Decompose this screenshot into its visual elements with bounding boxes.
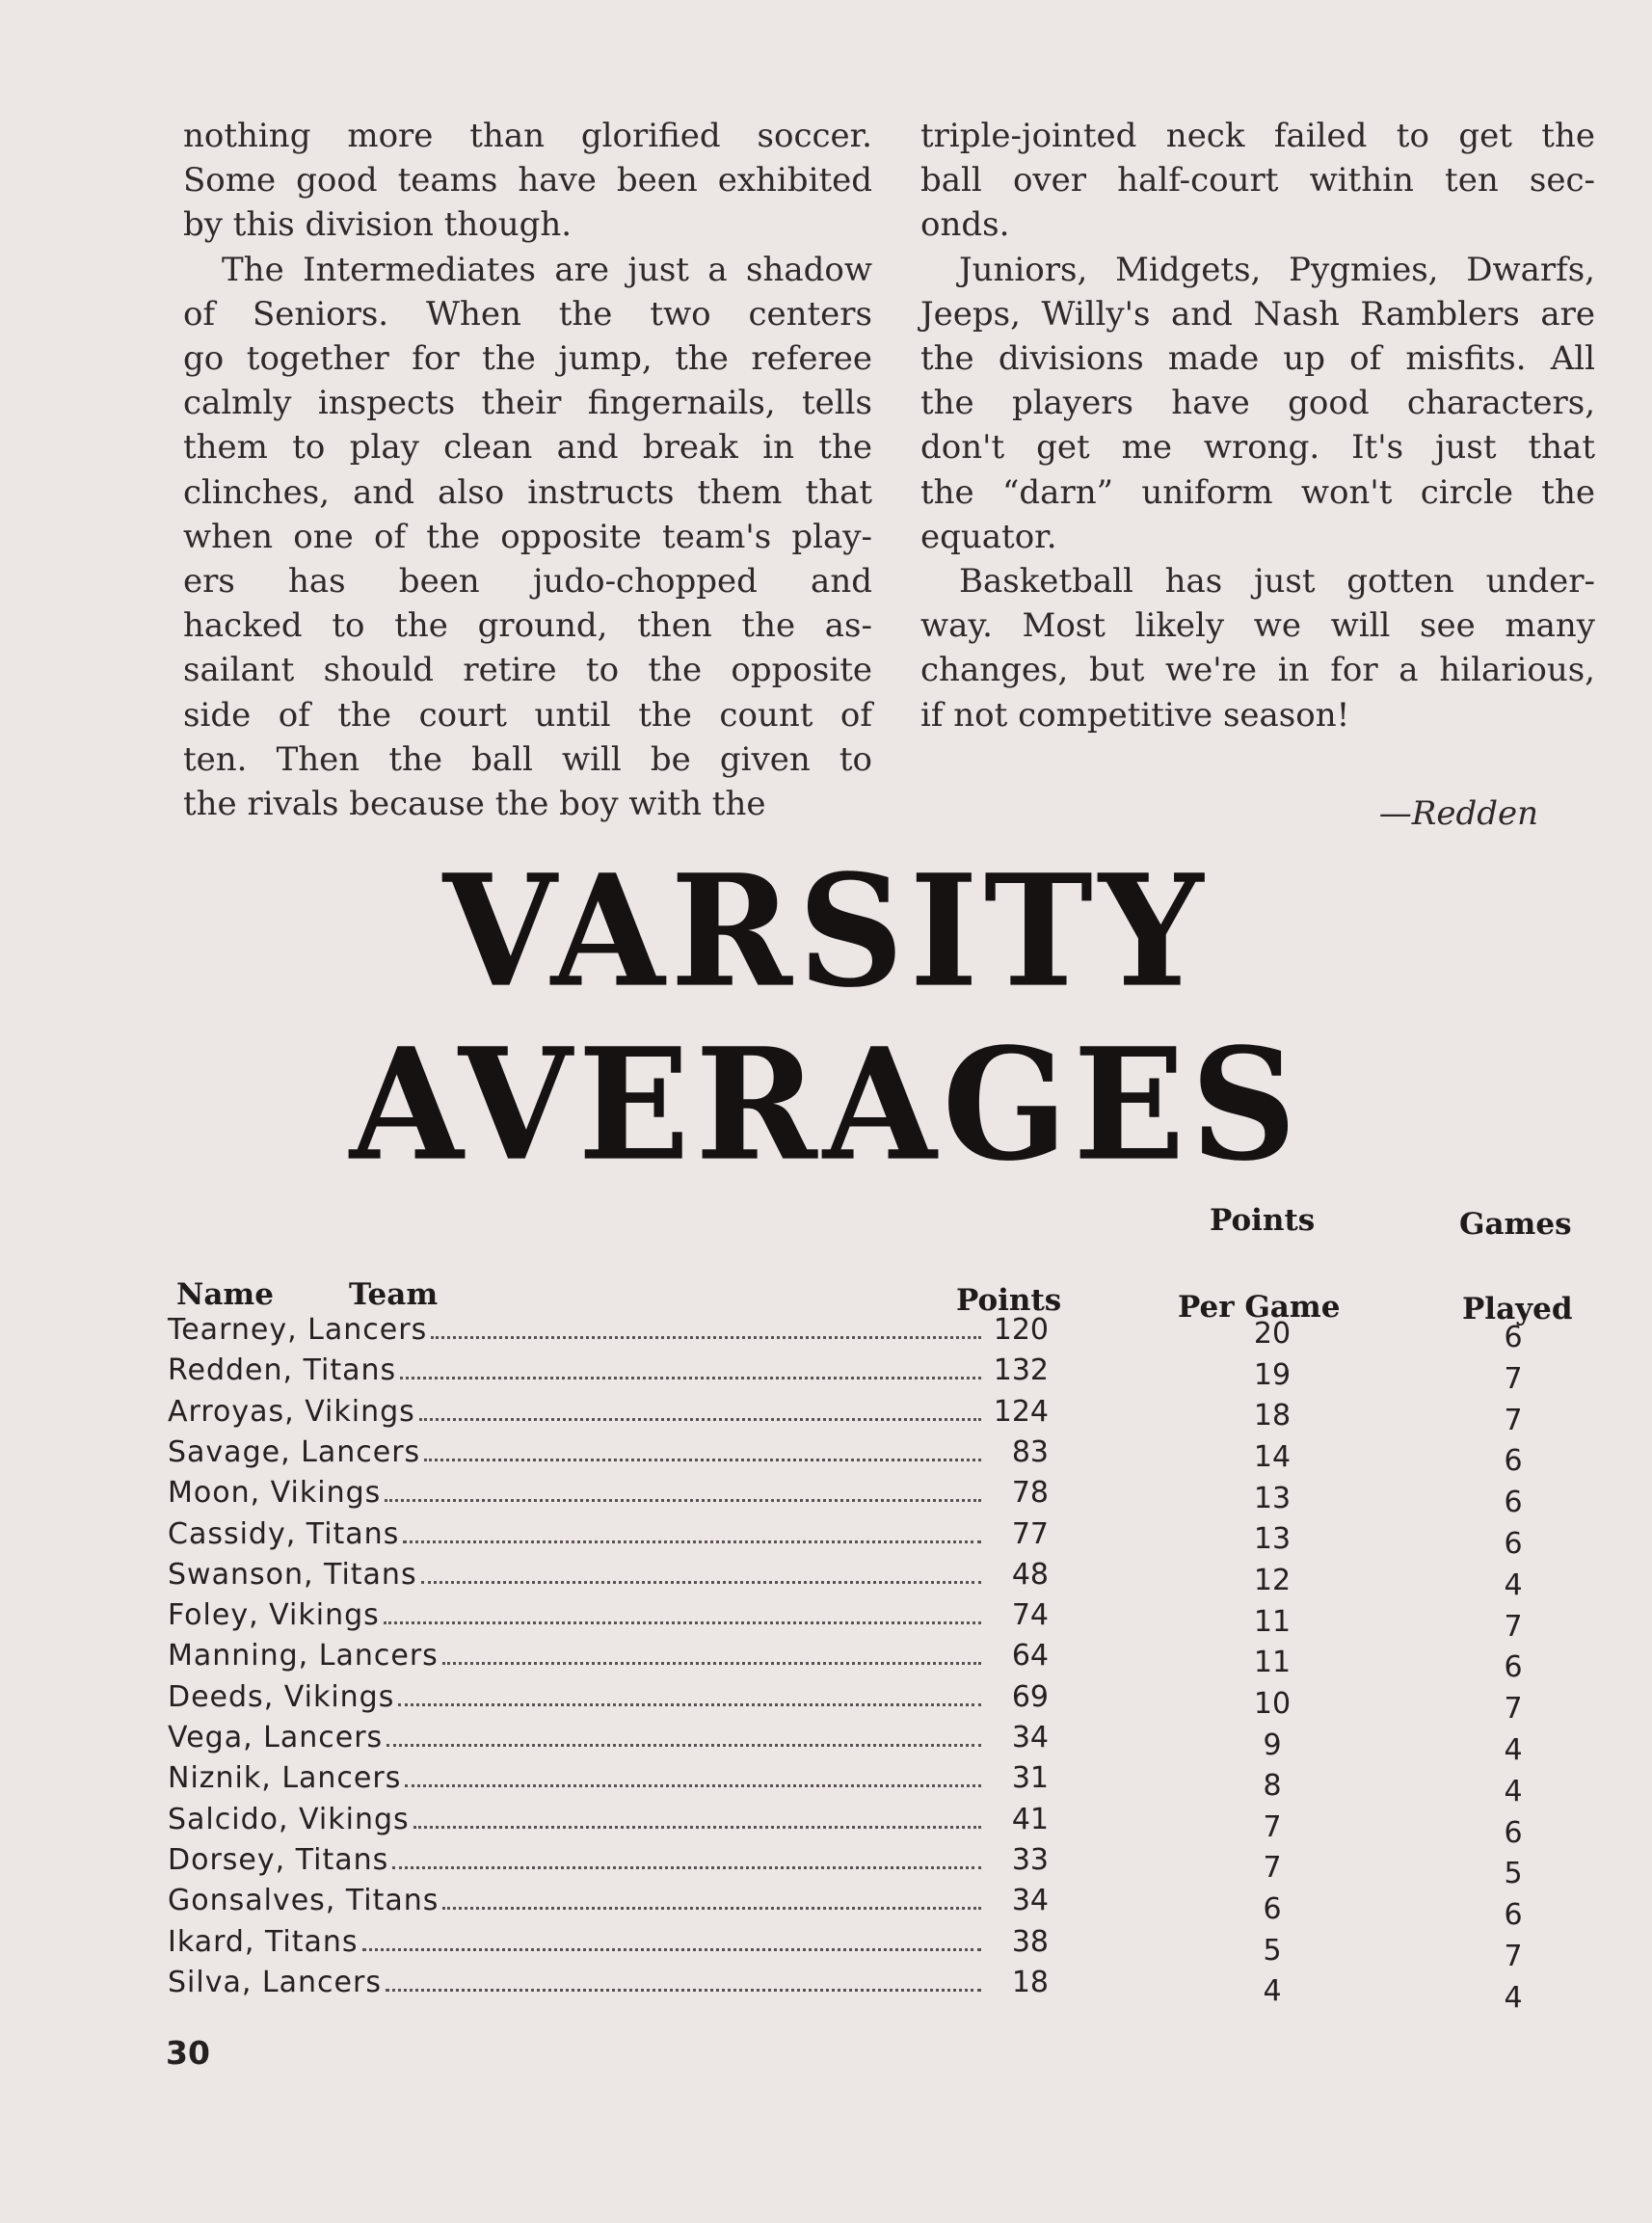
player-name-team — [168, 1721, 985, 1754]
points-per-game-cell: 9 — [1263, 1728, 1282, 1762]
dot-leader — [386, 1988, 981, 1992]
points-per-game-cell: 10 — [1253, 1686, 1292, 1721]
points-cell: 38 — [1011, 1924, 1049, 1959]
points-cell: 33 — [1011, 1842, 1049, 1877]
dot-leader — [419, 1417, 981, 1421]
points-cell: 78 — [1011, 1476, 1049, 1511]
article-line: the “darn” uniform won't circle the — [920, 472, 1595, 512]
page-title-line-1: VARSITY — [442, 840, 1210, 1022]
table-row — [0, 1842, 1652, 1891]
games-played-cell: 4 — [1504, 1774, 1523, 1808]
player-name-team — [168, 1313, 985, 1347]
article-line: ers has been judo-chopped and — [183, 562, 872, 602]
article-line: equator. — [920, 517, 1057, 556]
article-line: don't get me wrong. It's just that — [920, 428, 1595, 468]
table-row — [0, 1598, 1652, 1644]
player-name-team — [168, 1680, 985, 1714]
points-cell: 18 — [1011, 1965, 1049, 1999]
player-name-label: Dorsey, Titans — [168, 1842, 389, 1877]
player-name-team — [168, 1598, 985, 1632]
article-line: Basketball has just gotten under- — [959, 562, 1595, 602]
points-cell: 31 — [1011, 1761, 1049, 1796]
points-per-game-cell: 6 — [1263, 1892, 1282, 1927]
points-cell: 74 — [1011, 1598, 1049, 1633]
article-line: if not competitive season! — [920, 695, 1350, 735]
points-per-game-cell: 19 — [1253, 1357, 1292, 1392]
points-per-game-cell: 7 — [1263, 1851, 1282, 1886]
table-row — [0, 1434, 1652, 1479]
dot-leader — [421, 1580, 981, 1584]
table-row — [0, 1395, 1652, 1435]
player-name-team — [168, 1884, 985, 1917]
points-cell: 64 — [1011, 1639, 1049, 1674]
points-cell: 124 — [993, 1394, 1049, 1429]
dot-leader — [362, 1947, 981, 1951]
points-per-game-cell: 20 — [1253, 1317, 1292, 1351]
points-per-game-cell: 14 — [1253, 1439, 1292, 1474]
article-line: sailant should retire to the opposite — [183, 651, 872, 690]
player-name-label: Deeds, Vikings — [168, 1679, 395, 1714]
article-line: them to play clean and break in the — [183, 428, 872, 468]
points-per-game-cell: 7 — [1263, 1809, 1282, 1844]
player-name-label: Savage, Lancers — [168, 1434, 421, 1469]
dot-leader — [405, 1783, 981, 1787]
article-line: Some good teams have been exhibited — [183, 161, 872, 201]
dot-leader — [424, 1458, 981, 1461]
table-row — [0, 1557, 1652, 1602]
games-played-cell: 7 — [1504, 1361, 1523, 1396]
player-name-label: Moon, Vikings — [168, 1476, 382, 1511]
player-name-label: Arroyas, Vikings — [168, 1394, 415, 1429]
player-name-team — [168, 1843, 985, 1877]
games-played-cell: 6 — [1504, 1527, 1523, 1561]
dot-leader — [386, 1743, 981, 1747]
table-row — [0, 1353, 1652, 1394]
games-played-cell: 6 — [1504, 1815, 1523, 1850]
header-games-top: Games — [1459, 1207, 1572, 1242]
article-line: go together for the jump, the referee — [183, 339, 872, 379]
table-row — [0, 1965, 1652, 2015]
player-name-team — [168, 1966, 985, 1999]
player-name-team — [168, 1803, 985, 1836]
points-per-game-cell: 8 — [1263, 1769, 1282, 1804]
games-played-cell: 6 — [1504, 1650, 1523, 1685]
player-name-label: Vega, Lancers — [168, 1721, 384, 1754]
points-cell: 120 — [993, 1313, 1049, 1347]
table-row — [0, 1639, 1652, 1685]
points-cell: 77 — [1011, 1516, 1049, 1551]
dot-leader — [431, 1335, 981, 1339]
games-played-cell: 4 — [1504, 1567, 1523, 1602]
points-cell: 69 — [1011, 1679, 1049, 1714]
table-row — [0, 1313, 1652, 1353]
dot-leader — [384, 1620, 981, 1624]
page-title-line-2: AVERAGES — [349, 1013, 1303, 1195]
points-per-game-cell: 11 — [1253, 1604, 1292, 1639]
article-byline: —Redden — [1378, 794, 1538, 833]
article-line: calmly inspects their fingernails, tells — [183, 384, 872, 423]
points-cell: 34 — [1011, 1884, 1049, 1918]
article-line: the players have good characters, — [920, 384, 1595, 423]
games-played-cell: 5 — [1504, 1857, 1523, 1891]
dot-leader — [385, 1498, 981, 1502]
points-per-game-cell: 12 — [1253, 1563, 1292, 1597]
player-name-team — [168, 1639, 985, 1673]
player-name-label: Salcido, Vikings — [168, 1802, 410, 1836]
article-line: Juniors, Midgets, Pygmies, Dwarfs, — [959, 250, 1595, 289]
article-line: of Seniors. When the two centers — [183, 294, 872, 334]
dot-leader — [442, 1906, 981, 1910]
article-line: the rivals because the boy with the — [183, 785, 766, 824]
games-played-cell: 6 — [1504, 1486, 1523, 1520]
table-row — [0, 1721, 1652, 1767]
article-left-column — [183, 114, 872, 826]
games-played-cell: 7 — [1504, 1403, 1523, 1437]
player-name-team — [168, 1476, 985, 1510]
player-name-team — [168, 1558, 985, 1592]
article-line: hacked to the ground, then the as- — [183, 606, 872, 646]
article-line: side of the court until the count of — [183, 695, 872, 735]
article-right-column — [920, 114, 1595, 737]
header-points: Points — [956, 1283, 1062, 1318]
player-name-label: Foley, Vikings — [168, 1598, 380, 1633]
table-row — [0, 1924, 1652, 1973]
article-line: ten. Then the ball will be given to — [183, 739, 872, 779]
table-row — [0, 1761, 1652, 1808]
page-number: 30 — [166, 2034, 210, 2072]
games-played-cell: 6 — [1504, 1898, 1523, 1933]
points-cell: 41 — [1011, 1802, 1049, 1836]
games-played-cell: 6 — [1504, 1321, 1523, 1354]
header-name: Name — [176, 1277, 274, 1312]
dot-leader — [413, 1825, 981, 1829]
points-cell: 83 — [1011, 1434, 1049, 1469]
player-name-team — [168, 1435, 985, 1469]
article-line: when one of the opposite team's play- — [183, 517, 872, 556]
points-per-game-cell: 13 — [1253, 1522, 1292, 1557]
article-line: way. Most likely we will see many — [920, 606, 1595, 646]
table-row — [0, 1802, 1652, 1850]
dot-leader — [442, 1661, 981, 1665]
player-name-label: Ikard, Titans — [168, 1924, 359, 1959]
header-ppg-bottom: Per Game — [1178, 1290, 1341, 1325]
points-per-game-cell: 11 — [1253, 1646, 1292, 1680]
points-per-game-cell: 5 — [1263, 1933, 1282, 1968]
article-line: onds. — [920, 205, 1010, 245]
header-games-bottom: Played — [1462, 1292, 1573, 1326]
games-played-cell: 6 — [1504, 1444, 1523, 1479]
player-name-label: Manning, Lancers — [168, 1639, 439, 1674]
games-played-cell: 4 — [1504, 1980, 1523, 2015]
article-line: ball over half-court within ten sec- — [920, 161, 1595, 201]
player-name-label: Niznik, Lancers — [168, 1761, 402, 1796]
player-name-label: Cassidy, Titans — [168, 1516, 400, 1551]
games-played-cell: 7 — [1504, 1940, 1523, 1973]
points-cell: 34 — [1011, 1721, 1049, 1754]
player-name-team — [168, 1395, 985, 1429]
dot-leader — [392, 1865, 981, 1869]
header-ppg-top: Points — [1210, 1203, 1316, 1238]
games-played-cell: 7 — [1504, 1692, 1523, 1727]
dot-leader — [398, 1702, 981, 1706]
table-row — [0, 1476, 1652, 1520]
article-line: triple-jointed neck failed to get the — [920, 117, 1595, 155]
article-line: by this division though. — [183, 205, 573, 245]
points-per-game-cell: 18 — [1253, 1399, 1292, 1433]
player-name-team — [168, 1517, 985, 1551]
article-line: Jeeps, Willy's and Nash Ramblers are — [920, 294, 1595, 334]
article-line: nothing more than glorified soccer. — [183, 117, 872, 155]
player-name-label: Silva, Lancers — [168, 1965, 382, 1999]
article-line: clinches, and also instructs them that — [183, 472, 872, 512]
article-line: changes, but we're in for a hilarious, — [920, 651, 1595, 690]
player-name-team — [168, 1353, 985, 1387]
header-team: Team — [349, 1277, 439, 1312]
player-name-team — [168, 1925, 985, 1959]
points-per-game-cell: 4 — [1263, 1974, 1282, 2009]
points-cell: 132 — [993, 1353, 1049, 1388]
table-row — [0, 1516, 1652, 1561]
player-name-label: Tearney, Lancers — [168, 1313, 428, 1347]
article-line: the divisions made up of misfits. All — [920, 339, 1595, 379]
points-per-game-cell: 13 — [1253, 1481, 1292, 1515]
games-played-cell: 7 — [1504, 1609, 1523, 1644]
player-name-label: Redden, Titans — [168, 1353, 397, 1388]
player-name-label: Swanson, Titans — [168, 1557, 417, 1592]
dot-leader — [403, 1540, 981, 1543]
player-name-team — [168, 1761, 985, 1795]
table-row — [0, 1884, 1652, 1933]
dot-leader — [400, 1376, 981, 1379]
article-line: The Intermediates are just a shadow — [222, 250, 872, 289]
table-row — [0, 1679, 1652, 1727]
games-played-cell: 4 — [1504, 1733, 1523, 1767]
points-cell: 48 — [1011, 1557, 1049, 1592]
player-name-label: Gonsalves, Titans — [168, 1884, 440, 1918]
